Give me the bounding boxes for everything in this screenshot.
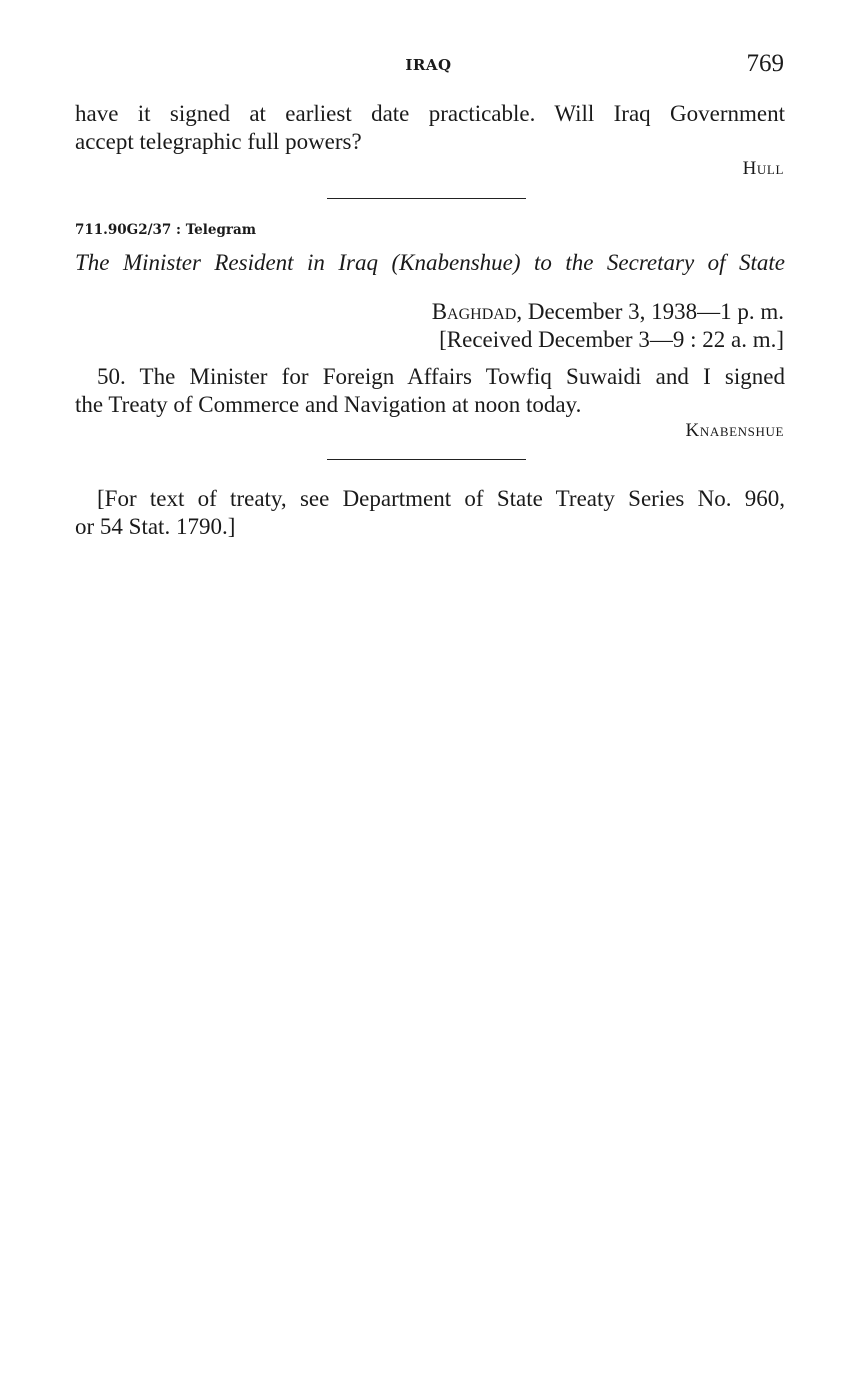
continuation-line-2: accept telegraphic full powers? <box>75 129 362 154</box>
page-number: 769 <box>746 50 784 77</box>
continuation-line-1: have it signed at earliest date practicable. Will Iraq Government <box>75 101 785 126</box>
document-heading: The Minister Resident in Iraq (Knabenshue) to the Secretary of State <box>75 250 785 275</box>
editorial-note-text-1: [For text of treaty, see Department of State Treaty Series No. 960, <box>97 486 785 511</box>
telegram-body-text-1: 50. The Minister for Foreign Affairs Towfiq Suwaidi and I signed <box>97 364 785 389</box>
editorial-note-line-2: or 54 Stat. 1790.] <box>75 514 236 539</box>
section-divider-2 <box>327 459 526 460</box>
telegram-body-line-1 <box>75 363 785 391</box>
telegram-body-line-2: the Treaty of Commerce and Navigation at noon today. <box>75 392 582 417</box>
signature-knabenshue: Knabenshue <box>685 420 784 441</box>
dateline <box>432 298 784 326</box>
received-line: [Received December 3—9 : 22 a. m.] <box>439 327 784 352</box>
signature-hull: Hull <box>742 158 784 179</box>
section-divider <box>327 198 526 199</box>
editorial-note-line-1 <box>75 485 785 513</box>
dateline-place: Baghdad <box>431 299 517 324</box>
dateline-date: , December 3, 1938—1 p. m. <box>516 299 784 324</box>
document-reference: 711.90G2/37 : Telegram <box>75 222 257 238</box>
running-head: IRAQ <box>405 56 452 74</box>
